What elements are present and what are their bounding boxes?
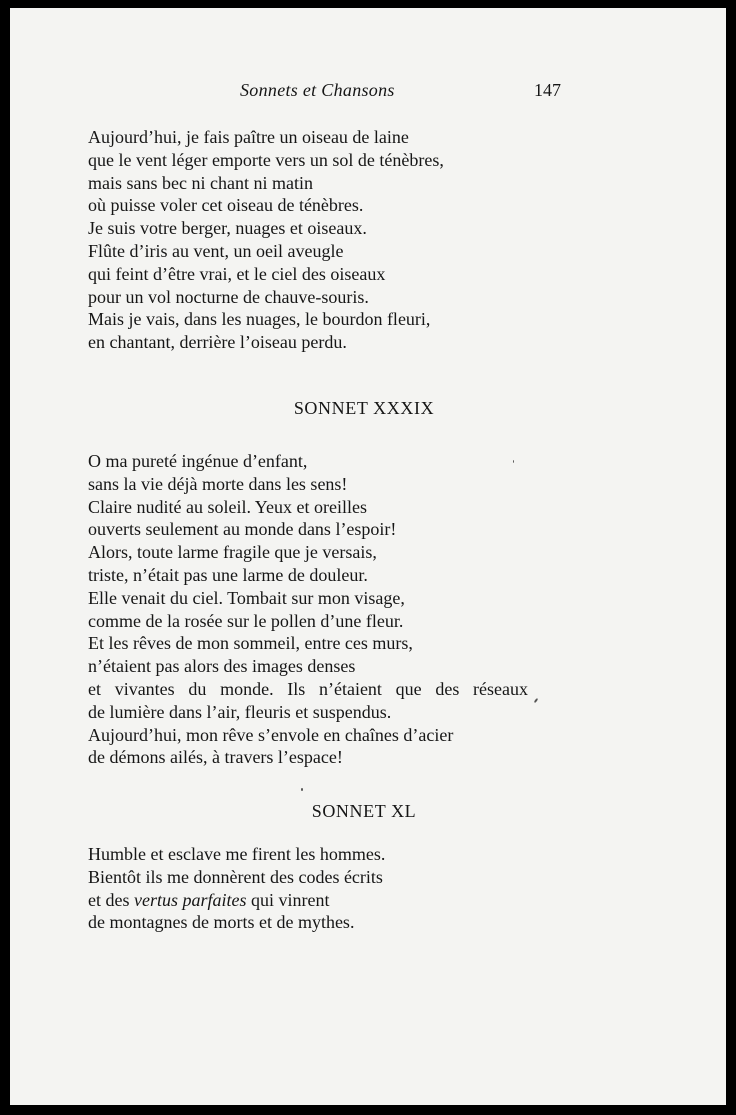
poem-line: triste, n’était pas une larme de douleur. bbox=[88, 564, 368, 585]
poem-line: Alors, toute larme fragile que je versais, bbox=[88, 542, 377, 563]
poem-line: Aujourd’hui, je fais paître un oiseau de laine bbox=[88, 127, 409, 147]
poem-line-start: et des bbox=[88, 889, 134, 910]
poem-line: Flûte d’iris au vent, un oeil aveugle bbox=[88, 240, 344, 261]
running-title: Sonnets et Chansons bbox=[240, 80, 395, 100]
sonnet-40-title: SONNET XL bbox=[311, 801, 417, 821]
poem-line: ouverts seulement au monde dans l’espoir! bbox=[88, 519, 397, 540]
ink-speck bbox=[513, 460, 514, 463]
poem-line: n’étaient pas alors des images denses bbox=[88, 656, 356, 677]
poem-line: mais sans bec ni chant ni matin bbox=[88, 172, 313, 193]
poem-line: O ma pureté ingénue d’enfant, bbox=[88, 451, 308, 471]
page-number: 147 bbox=[534, 80, 561, 100]
poem-line: en chantant, derrière l’oiseau perdu. bbox=[88, 332, 347, 353]
poem-line bbox=[88, 678, 528, 701]
poem-line: comme de la rosée sur le pollen d’une fleur. bbox=[88, 610, 404, 631]
italic-phrase: vertus parfaites bbox=[133, 889, 247, 910]
poem-line: où puisse voler cet oiseau de ténèbres. bbox=[88, 195, 364, 216]
poem-stanza-top bbox=[88, 126, 444, 354]
poem-line: Humble et esclave me firent les hommes. bbox=[88, 844, 386, 864]
poem-line: Et les rêves de mon sommeil, entre ces murs, bbox=[88, 633, 413, 654]
poem-line: Elle venait du ciel. Tombait sur mon visage, bbox=[88, 587, 405, 608]
ink-speck bbox=[301, 788, 303, 791]
book-page bbox=[10, 8, 726, 1105]
poem-line: sans la vie déjà morte dans les sens! bbox=[88, 473, 348, 494]
sonnet-39-body bbox=[88, 450, 528, 769]
poem-line: de lumière dans l’air, fleuris et suspendus. bbox=[88, 701, 392, 722]
sonnet-39-title: SONNET XXXIX bbox=[293, 398, 435, 418]
poem-line: Claire nudité au soleil. Yeux et oreilles bbox=[88, 496, 367, 517]
poem-line: Mais je vais, dans les nuages, le bourdon fleuri, bbox=[88, 309, 431, 330]
poem-line-text: et vivantes du monde. Ils n’étaient que des réseaux bbox=[88, 678, 528, 699]
poem-line: de montagnes de morts et de mythes. bbox=[88, 912, 355, 933]
poem-line: qui feint d’être vrai, et le ciel des oiseaux bbox=[88, 263, 386, 284]
poem-line bbox=[88, 889, 385, 912]
poem-line: de démons ailés, à travers l’espace! bbox=[88, 747, 343, 768]
poem-line: pour un vol nocturne de chauve-souris. bbox=[88, 286, 369, 307]
ink-speck bbox=[534, 698, 539, 703]
poem-line-end: qui vinrent bbox=[246, 889, 330, 910]
poem-line: Aujourd’hui, mon rêve s’envole en chaînes d’acier bbox=[88, 724, 454, 745]
poem-line: Je suis votre berger, nuages et oiseaux. bbox=[88, 218, 367, 239]
sonnet-40-body bbox=[88, 843, 385, 934]
poem-line: Bientôt ils me donnèrent des codes écrits bbox=[88, 866, 383, 887]
poem-line: que le vent léger emporte vers un sol de ténèbres, bbox=[88, 149, 444, 170]
